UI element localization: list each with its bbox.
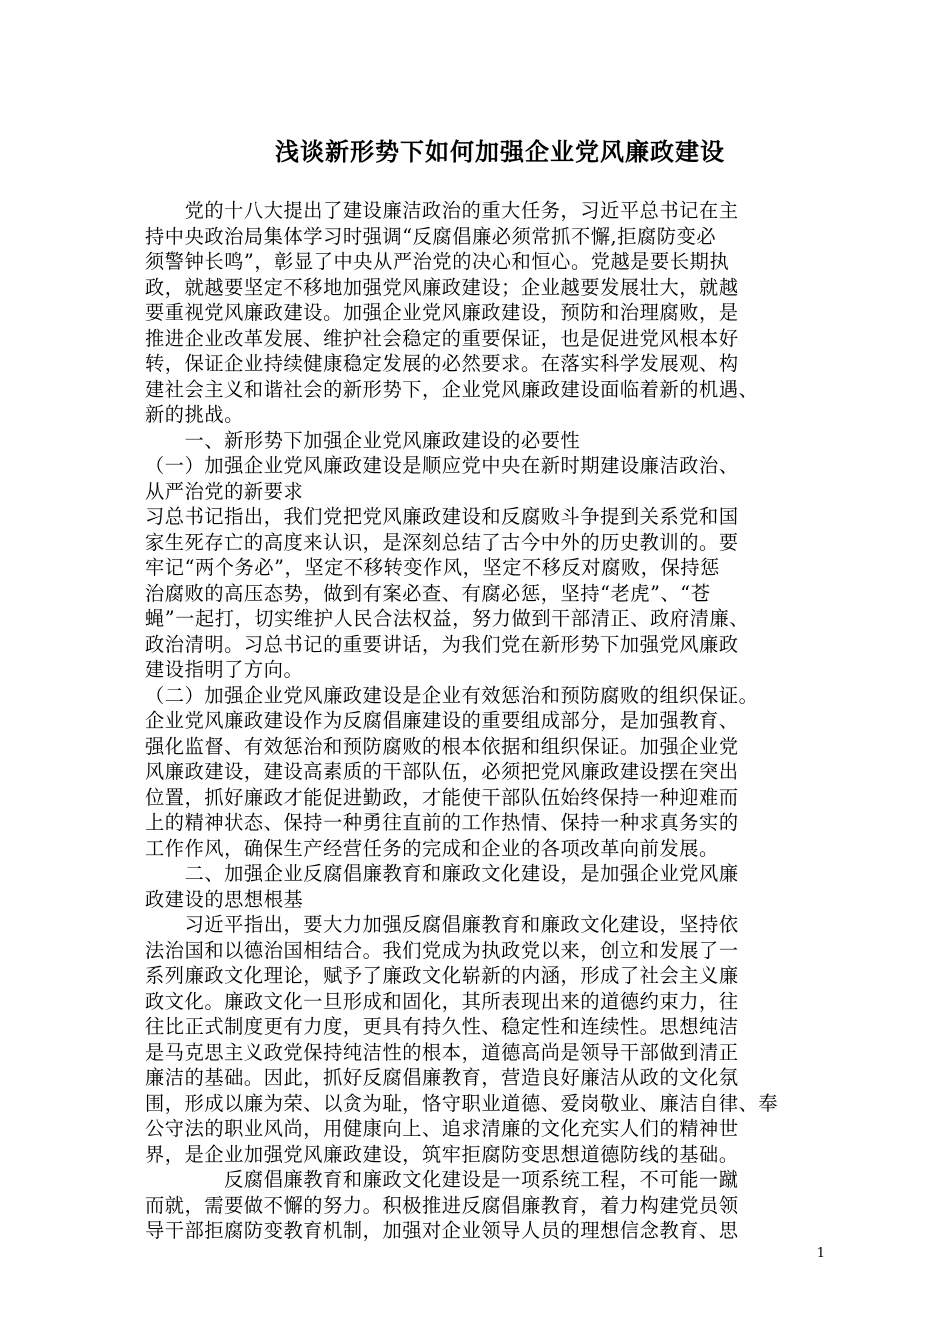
body-text-line: 从严治党的新要求 [145, 479, 304, 503]
body-text-line: 要重视党风廉政建设。加强企业党风廉政建设，预防和治理腐败，是 [145, 301, 739, 324]
body-text-line: 推进企业改革发展、维护社会稳定的重要保证，也是促进党风根本好 [145, 326, 739, 350]
body-text-line: 须警钟长鸣”，彰显了中央从严治党的决心和恒心。党越是要长期执 [145, 250, 730, 273]
document-body [145, 198, 825, 1244]
body-text-line: （二）加强企业党风廉政建设是企业有效惩治和预防腐败的组织保证。 [145, 683, 759, 707]
body-text-line: 位置，抓好廉政才能促进勤政，才能使干部队伍始终保持一种迎难而 [145, 785, 739, 809]
body-text-line: 法治国和以德治国相结合。我们党成为执政党以来，创立和发展了一 [145, 938, 739, 962]
body-text-line: 界，是企业加强党风廉政建设，筑牢拒腐防变思想道德防线的基础。 [145, 1142, 739, 1166]
body-text-line: 转，保证企业持续健康稳定发展的必然要求。在落实科学发展观、构 [145, 352, 739, 375]
body-text-line: 强化监督、有效惩治和预防腐败的根本依据和组织保证。加强企业党 [145, 734, 739, 758]
body-text-line: 持中央政治局集体学习时强调“反腐倡廉必须常抓不懈,拒腐防变必 [145, 224, 717, 248]
body-text-line: 往比正式制度更有力度，更具有持久性、稳定性和连续性。思想纯洁 [145, 1015, 739, 1038]
document-title: 浅谈新形势下如何加强企业党风廉政建设 [275, 138, 725, 166]
body-text-line: 围，形成以廉为荣、以贪为耻，恪守职业道德、爱岗敬业、廉洁自律、奉 [145, 1091, 779, 1115]
body-text-line: 党的十八大提出了建设廉洁政治的重大任务，习近平总书记在主 [145, 199, 739, 222]
body-text-line: 政文化。廉政文化一旦形成和固化，其所表现出来的道德约束力，往 [145, 989, 739, 1013]
body-text-line: 习总书记指出，我们党把党风廉政建设和反腐败斗争提到关系党和国 [145, 505, 739, 528]
body-text-line: 上的精神状态、保持一种勇往直前的工作热情、保持一种求真务实的 [145, 811, 739, 834]
body-text-line: 家生死存亡的高度来认识，是深刻总结了古今中外的历史教训的。要 [145, 530, 739, 554]
body-text-line: 风廉政建设，建设高素质的干部队伍，必须把党风廉政建设摆在突出 [145, 760, 739, 783]
body-text-line: 反腐倡廉教育和廉政文化建设是一项系统工程，不可能一蹴 [145, 1168, 739, 1191]
body-text-line: 二、加强企业反腐倡廉教育和廉政文化建设，是加强企业党风廉 [145, 862, 739, 885]
body-text-line: 企业党风廉政建设作为反腐倡廉建设的重要组成部分，是加强教育、 [145, 709, 739, 732]
body-text-line: 廉洁的基础。因此，抓好反腐倡廉教育，营造良好廉洁从政的文化氛 [145, 1066, 739, 1089]
body-text-line: 导干部拒腐防变教育机制，加强对企业领导人员的理想信念教育、思 [145, 1219, 739, 1242]
body-text-line: 是马克思主义政党保持纯洁性的根本，道德高尚是领导干部做到清正 [145, 1040, 739, 1064]
body-text-line: 政，就越要坚定不移地加强党风廉政建设；企业越要发展壮大，就越 [145, 275, 739, 299]
body-text-line: 治腐败的高压态势，做到有案必查、有腐必惩，坚持“老虎”、“苍 [145, 581, 711, 605]
body-text-line: 建社会主义和谐社会的新形势下，企业党风廉政建设面临着新的机遇、 [145, 377, 759, 401]
body-text-line: 蝇”一起打，切实维护人民合法权益，努力做到干部清正、政府清廉、 [145, 607, 750, 630]
body-text-line: 建设指明了方向。 [145, 658, 304, 681]
body-text-line: 新的挑战。 [145, 403, 244, 426]
body-text-line: 习近平指出，要大力加强反腐倡廉教育和廉政文化建设，坚持依 [145, 913, 739, 936]
body-text-line: 政建设的思想根基 [145, 887, 304, 911]
body-text-line: 公守法的职业风尚，用健康向上、追求清廉的文化充实人们的精神世 [145, 1117, 739, 1140]
body-text-line: （一）加强企业党风廉政建设是顺应党中央在新时期建设廉洁政治、 [145, 454, 739, 477]
body-text-line: 政治清明。习总书记的重要讲话，为我们党在新形势下加强党风廉政 [145, 632, 739, 656]
body-text-line: 而就，需要做不懈的努力。积极推进反腐倡廉教育，着力构建党员领 [145, 1193, 739, 1217]
body-text-line: 一、新形势下加强企业党风廉政建设的必要性 [145, 428, 581, 452]
body-text-line: 工作作风，确保生产经营任务的完成和企业的各项改革向前发展。 [145, 836, 719, 860]
body-text-line: 系列廉政文化理论，赋予了廉政文化崭新的内涵，形成了社会主义廉 [145, 964, 739, 987]
body-text-line: 牢记“两个务必”，坚定不移转变作风，坚定不移反对腐败，保持惩 [145, 556, 720, 579]
page-number: 1 [816, 1246, 825, 1261]
